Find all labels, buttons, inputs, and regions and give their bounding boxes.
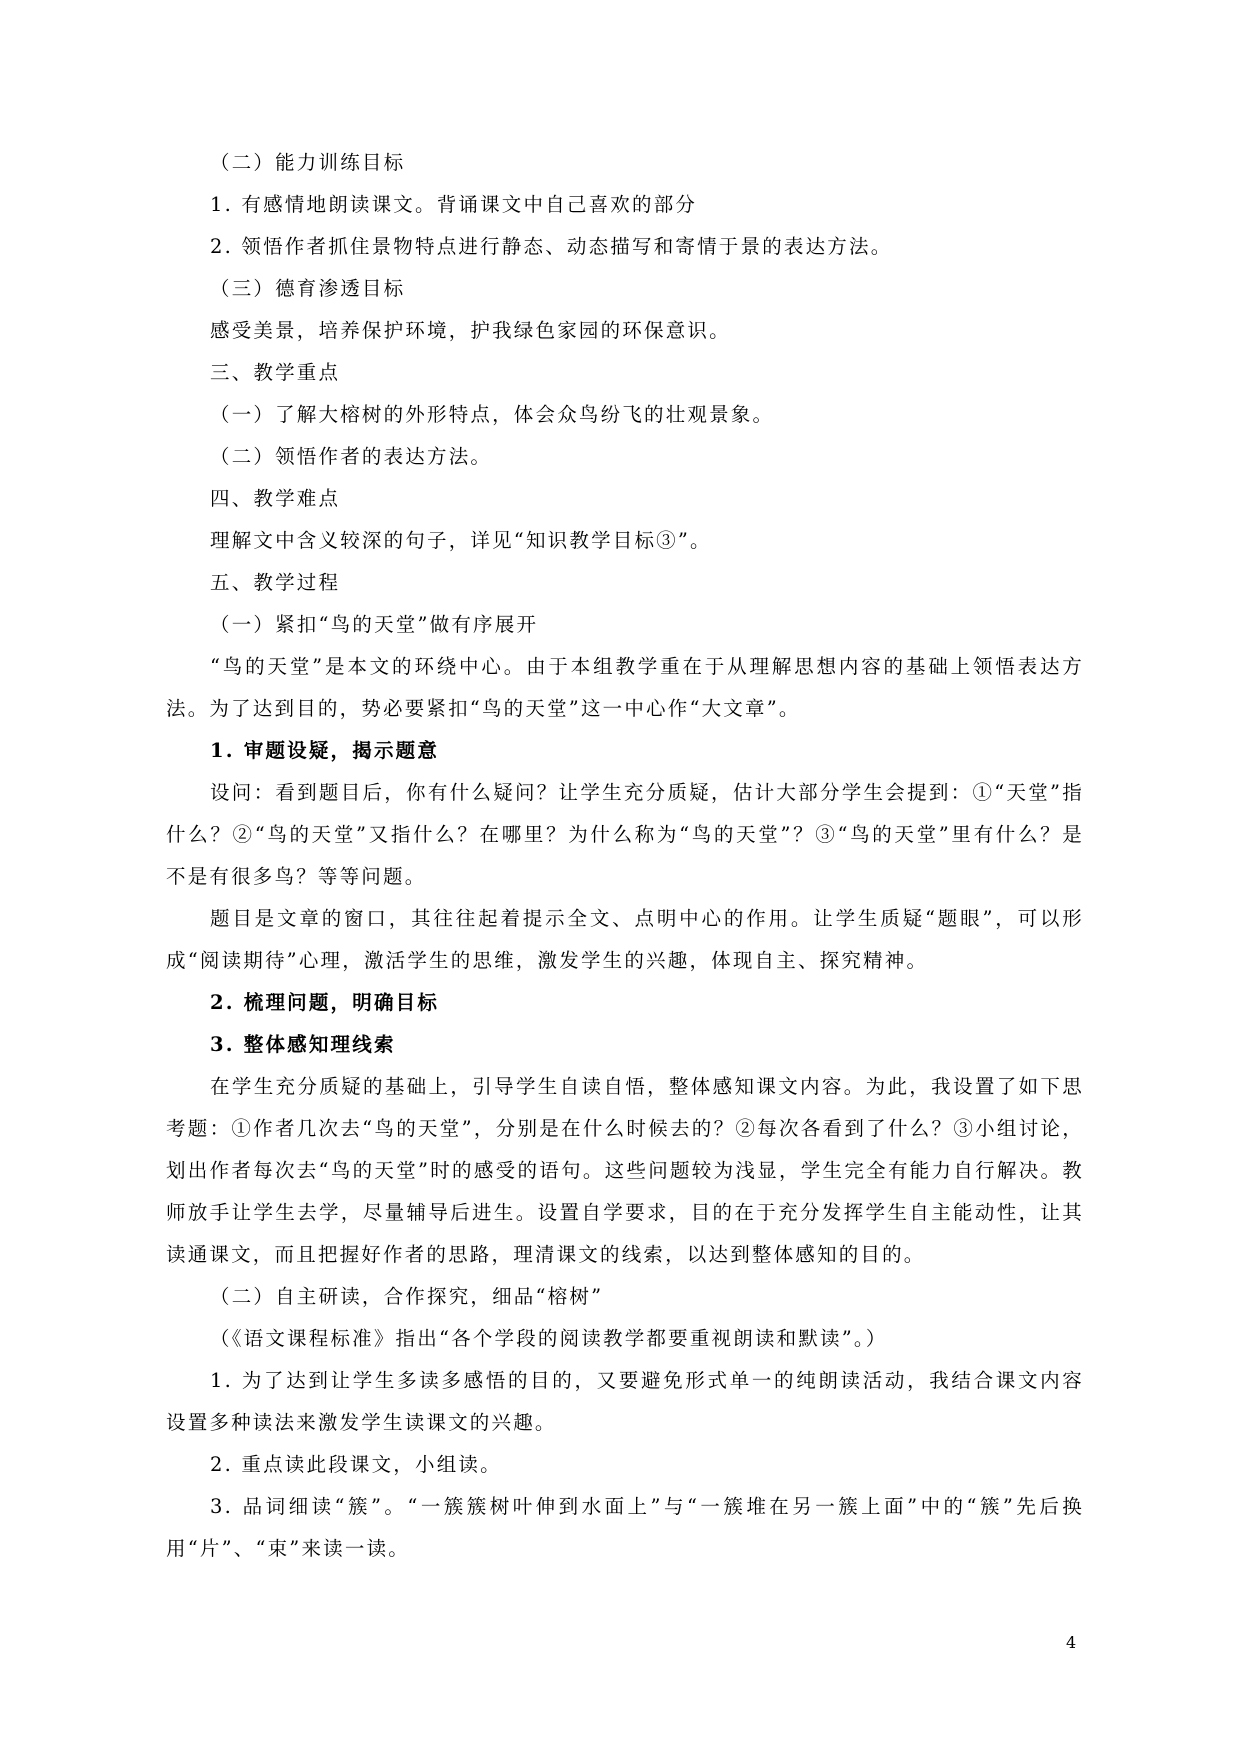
bold-step-heading: 3. 整体感知理线索: [210, 1033, 396, 1056]
list-item: 1. 有感情地朗读课文。背诵课文中自己喜欢的部分: [210, 193, 698, 216]
list-item: 3. 品词细读“簇”。“一簇簇树叶伸到水面上”与“一簇堆在另一簇上面”中的“簇”先后换用“片”、“束”来读一读。: [166, 1495, 1084, 1560]
page-number: 4: [1066, 1633, 1077, 1652]
subheading-ability-goals: （二）能力训练目标: [210, 151, 406, 174]
bold-step-heading: 1. 审题设疑，揭示题意: [210, 739, 440, 762]
subheading-step-one: （一）紧扣“鸟的天堂”做有序展开: [210, 613, 539, 636]
bold-step-heading: 2. 梳理问题，明确目标: [210, 991, 440, 1014]
section-heading-key-points: 三、教学重点: [210, 361, 341, 384]
subheading-step-two: （二）自主研读，合作探究，细品“榕树”: [210, 1285, 604, 1308]
list-item: 2. 重点读此段课文，小组读。: [210, 1453, 502, 1476]
paragraph: 在学生充分质疑的基础上，引导学生自读自悟，整体感知课文内容。为此，我设置了如下思考题：①作者几次去“鸟的天堂”，分别是在什么时候去的？②每次各看到了什么？③小组讨论，划出作者每次去“鸟的天堂”时的感受的语句。这些问题较为浅显，学生完全有能力自行解决。教师放手让学生去学，尽量辅导后进生。设置自学要求，目的在于充分发挥学生自主能动性，让其读通课文，而且把握好作者的思路，理清课文的线索，以达到整体感知的目的。: [166, 1075, 1084, 1266]
paragraph: （《语文课程标准》指出“各个学段的阅读教学都要重视朗读和默读”。）: [210, 1327, 888, 1350]
section-heading-process: 五、教学过程: [210, 571, 341, 594]
paragraph: “鸟的天堂”是本文的环绕中心。由于本组教学重在于从理解思想内容的基础上领悟表达方法。为了达到目的，势必要紧扣“鸟的天堂”这一中心作“大文章”。: [166, 655, 1084, 720]
paragraph: 感受美景，培养保护环境，护我绿色家园的环保意识。: [210, 319, 731, 342]
page-content: [166, 142, 1084, 1570]
list-item: （二）领悟作者的表达方法。: [210, 445, 493, 468]
paragraph: 题目是文章的窗口，其往往起着提示全文、点明中心的作用。让学生质疑“题眼”，可以形成“阅读期待”心理，激活学生的思维，激发学生的兴趣，体现自主、探究精神。: [166, 907, 1084, 972]
subheading-moral-goals: （三）德育渗透目标: [210, 277, 406, 300]
list-item: 1. 为了达到让学生多读多感悟的目的，又要避免形式单一的纯朗读活动，我结合课文内容设置多种读法来激发学生读课文的兴趣。: [166, 1369, 1084, 1434]
list-item: （一）了解大榕树的外形特点，体会众鸟纷飞的壮观景象。: [210, 403, 775, 426]
paragraph: 设问：看到题目后，你有什么疑问？让学生充分质疑，估计大部分学生会提到：①“天堂”指什么？②“鸟的天堂”又指什么？在哪里？为什么称为“鸟的天堂”？③“鸟的天堂”里有什么？是不是有很多鸟？等等问题。: [166, 781, 1084, 888]
list-item: 2. 领悟作者抓住景物特点进行静态、动态描写和寄情于景的表达方法。: [210, 235, 893, 258]
paragraph: 理解文中含义较深的句子，详见“知识教学目标③”。: [210, 529, 712, 552]
section-heading-difficulties: 四、教学难点: [210, 487, 341, 510]
